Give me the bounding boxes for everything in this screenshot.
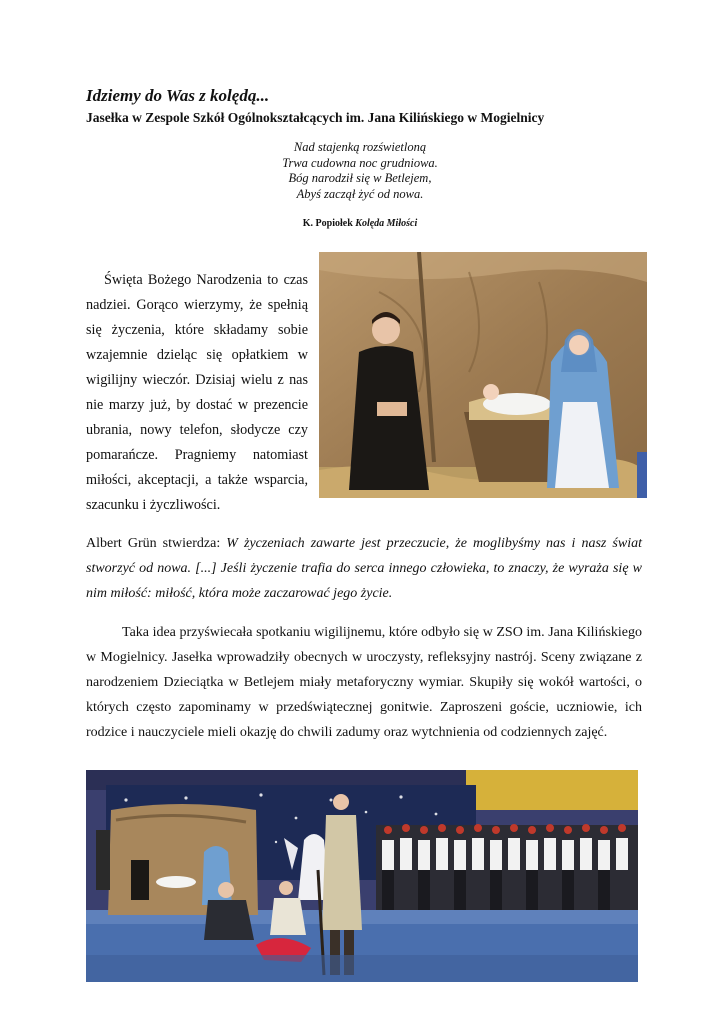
shepherd-figure [322, 815, 362, 930]
poem-line: Abyś zaczął żyć od nowa. [296, 186, 424, 201]
poem [86, 140, 634, 202]
poem-attribution [86, 218, 634, 229]
poem-line: Bóg narodził się w Betlejem, [288, 171, 432, 185]
stage-performance-photo [86, 770, 638, 982]
poem-work-title: Kolęda Miłości [355, 218, 418, 229]
paragraph-quote [86, 531, 642, 606]
paragraph-intro: Święta Bożego Narodzenia to czas nadziei. Gorąco wierzymy, że spełnią się życzenia, które składamy sobie wzajemnie dzieląc się opłatkiem w wigilijny wieczór. Dzisiaj wielu z nas nie marzy już, by dostać w prezencie ubrania, nowy telefon, słodycze czy pomarańcze. Pragniemy natomiast miłości, akceptacji, a także wsparcia, szacunku i życzliwości. [86, 272, 308, 513]
paragraph-event: Taka idea przyświecała spotkaniu wigilijnemu, które odbyło się w ZSO im. Jana Kilińskiego w Mogielnicy. Jasełka wprowadziły obecnych w uroczysty, refleksyjny nastrój. Sceny związane z narodzeniem Dzieciątka w Betlejem miały metaforyczny wymiar. Skupiły się wokół wartości, o których często zapominamy w przedświątecznej gonitwie. Zaproszeni goście, uczniowie, ich rodzice i nauczyciele mieli okazję do chwili zadumy oraz wytchnienia od codziennych zajęć. [86, 625, 642, 740]
quote-text: W życzeniach zawarte jest przeczucie, że moglibyśmy nas i nasz świat stworzyć od nowa. [...] Jeśli życzenie trafia do serca innego człowieka, to znaczy, że wyraża się w nim miłość: miłość, która może zaczarować jego życie. [86, 536, 642, 601]
poem-line: Trwa cudowna noc grudniowa. [282, 155, 438, 170]
nativity-photo [319, 252, 647, 498]
poem-line: Nad stajenką rozświetloną [293, 140, 427, 154]
choir [376, 824, 638, 910]
poem-author: K. Popiołek [302, 218, 353, 229]
quote-lead: Albert Grün stwierdza: [86, 536, 227, 551]
article-subtitle: Jasełka w Zespole Szkół Ogólnokształcących im. Jana Kilińskiego w Mogielnicy [86, 110, 545, 125]
article-title: Idziemy do Was z kolędą... [86, 86, 270, 105]
